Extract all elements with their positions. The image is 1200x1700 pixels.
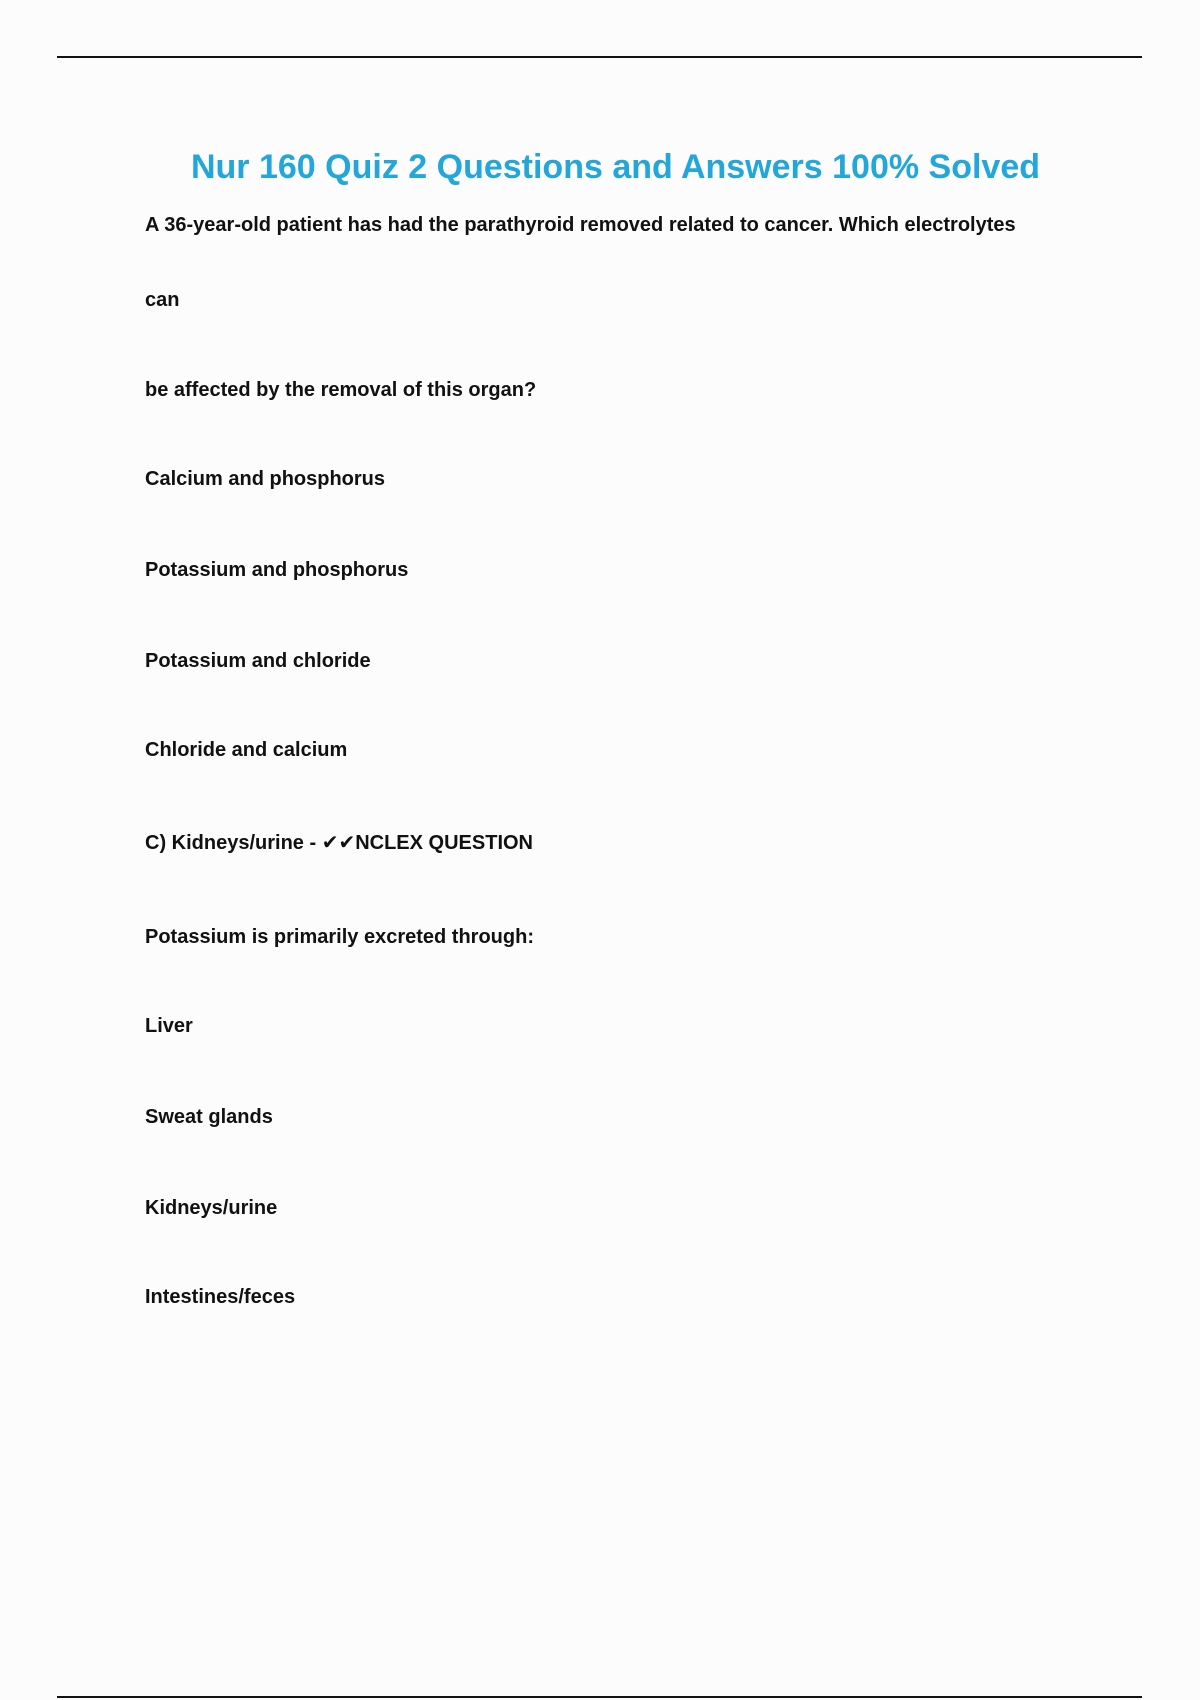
question-2-option-4: Intestines/feces [145,1286,296,1308]
question-1-option-1: Calcium and phosphorus [145,468,386,490]
question-1-text-line-3: be affected by the removal of this organ? [145,379,537,401]
question-2-option-3: Kidneys/urine [145,1197,278,1219]
document-title: Nur 160 Quiz 2 Questions and Answers 100% Solved [190,148,1041,186]
question-1-option-2: Potassium and phosphorus [145,559,409,581]
top-rule [57,56,1142,58]
question-1-text-line-2: can [145,289,180,311]
question-1-option-3: Potassium and chloride [145,650,371,672]
question-2-text: Potassium is primarily excreted through: [145,926,534,948]
question-1-answer: C) Kidneys/urine - ✔✔NCLEX QUESTION [145,832,533,854]
bottom-rule [57,1696,1142,1698]
question-2-option-1: Liver [145,1015,193,1037]
question-2-option-2: Sweat glands [145,1106,273,1128]
question-1-text-line-1: A 36-year-old patient has had the parathyroid removed related to cancer. Which electrolytes [145,214,1016,236]
question-1-option-4: Chloride and calcium [145,739,348,761]
